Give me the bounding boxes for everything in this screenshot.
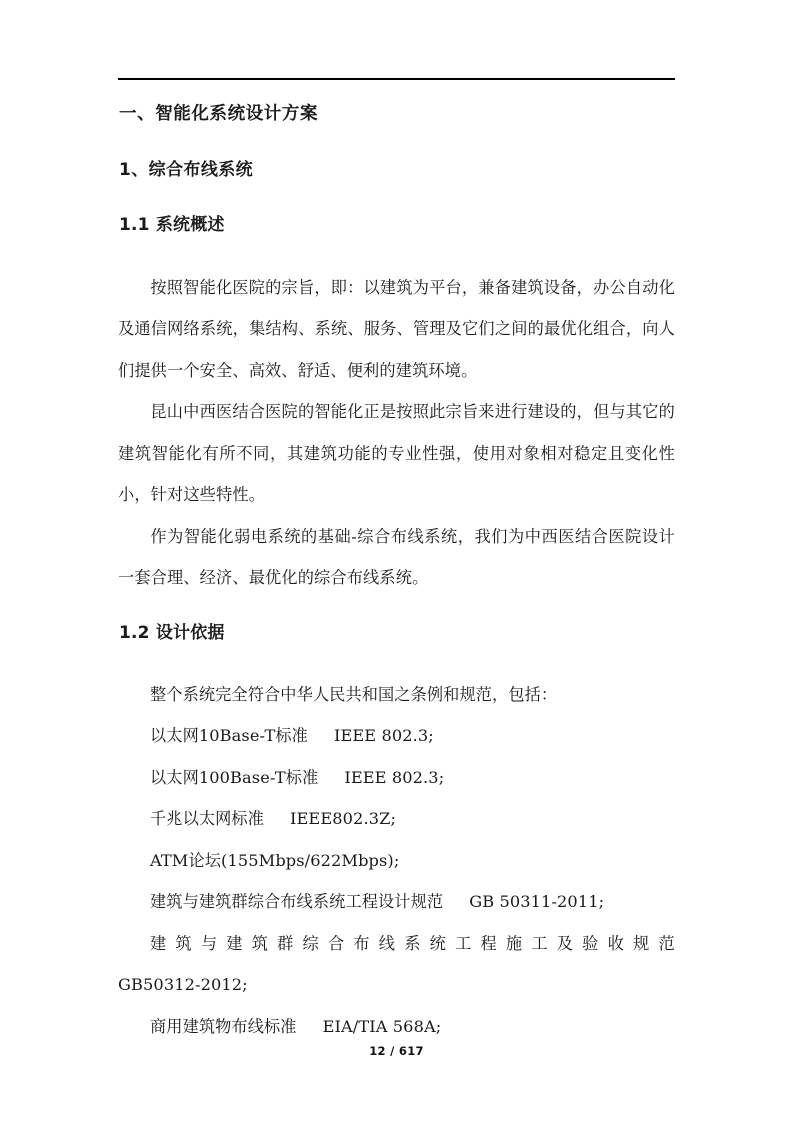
topic-heading-1-2: 1.2 设计依据: [119, 622, 225, 643]
justified-char: 及: [556, 933, 574, 953]
justified-char: 工: [531, 933, 548, 953]
justified-char: 工: [455, 933, 472, 953]
spacer: [118, 124, 675, 162]
justified-char: 验: [582, 933, 599, 953]
standard-item-continuation: [118, 964, 675, 1006]
justified-char: 建: [226, 933, 243, 953]
justified-char: 筑: [251, 933, 268, 953]
standard-name: 建筑与建筑群综合布线系统工程设计规范: [150, 892, 444, 911]
justified-char: 规: [633, 933, 650, 953]
standard-item: [118, 840, 675, 882]
standard-name: 以太网10Base-T标准: [150, 726, 308, 745]
document-content: [118, 98, 675, 1047]
paragraph-overview-2: 昆山中西医结合医院的智能化正是按照此宗旨来进行建设的，但与其它的建筑智能化有所不同，其建筑功能的专业性强，使用对象相对稳定且变化性小，针对这些特性。: [118, 402, 675, 504]
justified-char: 综: [302, 933, 319, 953]
standard-item: [118, 757, 675, 799]
page-footer: [0, 1040, 793, 1059]
justified-char: 施: [505, 933, 523, 953]
subsection-heading: 1、综合布线系统: [119, 159, 254, 180]
standard-item: [118, 798, 675, 840]
justified-char: 合: [327, 933, 345, 953]
section-heading: 一、智能化系统设计方案: [119, 104, 319, 124]
standard-name: 商用建筑物布线标准: [150, 1016, 297, 1036]
header-rule-divider: [118, 78, 675, 80]
topic-heading-1-1: 1.1 系统概述: [119, 214, 225, 235]
justified-char: 与: [200, 933, 218, 953]
justified-char: 收: [607, 933, 624, 953]
standard-name: ATM论坛(155Mbps/622Mbps);: [150, 850, 400, 870]
spacer: [118, 179, 675, 217]
justified-char: 布: [353, 933, 370, 953]
standard-code: IEEE 802.3;: [333, 726, 434, 745]
paragraph-overview-1: 按照智能化医院的宗旨，即：以建筑为平台，兼备建筑设备，办公自动化及通信网络系统，集结构、系统、服务、管理及它们之间的最优化组合，向人们提供一个安全、高效、舒适、便利的建筑环境。: [118, 277, 675, 380]
standard-code: EIA/TIA 568A;: [322, 1016, 442, 1036]
page-number: 12 / 617: [369, 1044, 424, 1058]
standard-name: 千兆以太网标准: [150, 809, 265, 828]
standards-intro: 整个系统完全符合中华人民共和国之条例和规范，包括：: [150, 684, 558, 704]
standard-item: [118, 881, 675, 923]
paragraph-overview-3: 作为智能化弱电系统的基础-综合布线系统，我们为中西医结合医院设计一套合理、经济、最优化的综合布线系统。: [118, 526, 675, 587]
justified-char: 系: [404, 933, 421, 953]
standard-item: [118, 715, 675, 757]
standard-name: 以太网100Base-T标准: [150, 767, 319, 787]
spacer: [118, 599, 675, 625]
page-header: [118, 40, 675, 80]
standard-code: IEEE802.3Z;: [290, 809, 397, 828]
justified-char: 范: [658, 933, 675, 953]
justified-char: 统: [429, 933, 446, 953]
standard-item-justified: [118, 923, 675, 965]
justified-char: 程: [480, 933, 497, 953]
justified-char: 群: [277, 933, 294, 953]
standard-code: GB 50311-2011;: [469, 892, 605, 911]
justified-char: 建: [150, 933, 167, 953]
spacer: [118, 642, 675, 674]
standards-list: [118, 674, 675, 1048]
justified-char: 线: [378, 933, 396, 953]
standard-code: GB50312-2012;: [118, 975, 248, 994]
justified-char: 筑: [175, 933, 192, 953]
spacer: [118, 234, 675, 267]
standard-code: IEEE 802.3;: [344, 767, 445, 787]
